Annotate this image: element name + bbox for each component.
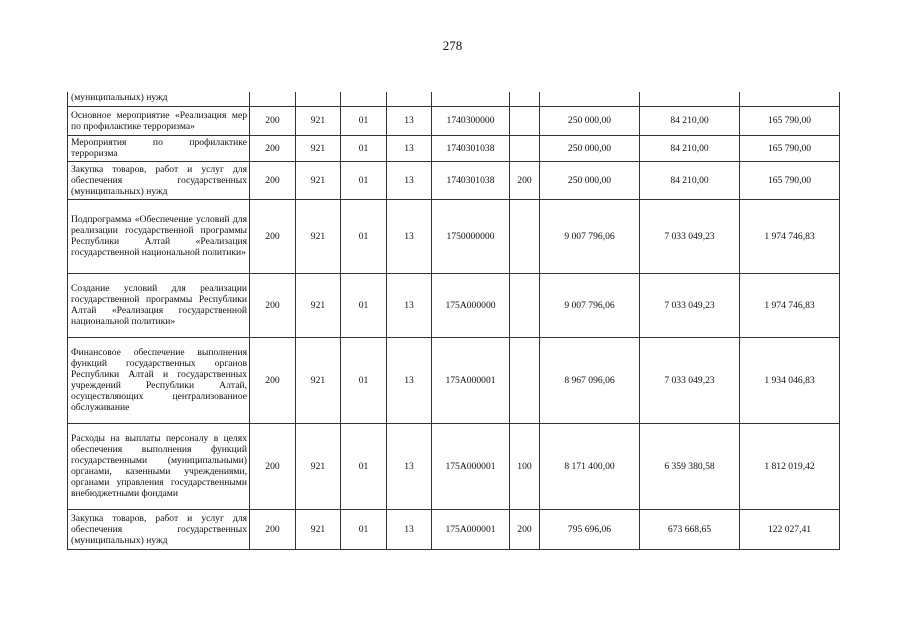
- cell-code-ministry: 921: [296, 161, 341, 199]
- cell-code-admin: 200: [250, 106, 296, 135]
- cell-code-section: 01: [341, 106, 387, 135]
- cell-amount-plan: 9 007 796,06: [540, 273, 640, 337]
- cell-code-target-article: 1740300000: [432, 106, 510, 135]
- cell-code-section: 01: [341, 423, 387, 509]
- cell-code-subsection: 13: [387, 135, 432, 161]
- table-row: [68, 423, 840, 509]
- row-description: Создание условий для реализации государственной программы Республики Алтай «Реализация государственной национальной политики»: [68, 273, 250, 337]
- cell-code-target-article: 175А000001: [432, 509, 510, 549]
- cell-code-subsection: [387, 92, 432, 106]
- cell-code-ministry: 921: [296, 199, 341, 273]
- cell-code-section: 01: [341, 135, 387, 161]
- cell-code-subsection: 13: [387, 423, 432, 509]
- cell-amount-remainder: 1 974 746,83: [740, 273, 840, 337]
- cell-amount-executed: [640, 92, 740, 106]
- row-description: Мероприятия по профилактике терроризма: [68, 135, 250, 161]
- cell-code-expense-type: 200: [510, 161, 540, 199]
- cell-code-section: 01: [341, 509, 387, 549]
- cell-code-subsection: 13: [387, 273, 432, 337]
- cell-code-admin: 200: [250, 337, 296, 423]
- cell-code-section: 01: [341, 199, 387, 273]
- cell-amount-remainder: 165 790,00: [740, 135, 840, 161]
- cell-code-subsection: 13: [387, 161, 432, 199]
- cell-code-expense-type: [510, 199, 540, 273]
- cell-code-expense-type: [510, 135, 540, 161]
- row-description: Закупка товаров, работ и услуг для обеспечения государственных (муниципальных) нужд: [68, 509, 250, 549]
- table-row: [68, 509, 840, 549]
- table-row: [68, 106, 840, 135]
- cell-amount-remainder: 165 790,00: [740, 161, 840, 199]
- cell-code-section: [341, 92, 387, 106]
- budget-table: [67, 92, 840, 550]
- row-description: (муниципальных) нужд: [68, 92, 250, 106]
- cell-code-ministry: 921: [296, 509, 341, 549]
- cell-code-subsection: 13: [387, 337, 432, 423]
- table-row: [68, 273, 840, 337]
- cell-code-target-article: 175А000001: [432, 423, 510, 509]
- cell-amount-remainder: 1 934 046,83: [740, 337, 840, 423]
- cell-amount-plan: 250 000,00: [540, 135, 640, 161]
- cell-amount-plan: 9 007 796,06: [540, 199, 640, 273]
- cell-amount-executed: 7 033 049,23: [640, 199, 740, 273]
- cell-code-expense-type: [510, 106, 540, 135]
- cell-code-admin: 200: [250, 161, 296, 199]
- cell-code-expense-type: 200: [510, 509, 540, 549]
- cell-amount-plan: [540, 92, 640, 106]
- cell-code-ministry: 921: [296, 337, 341, 423]
- table-row: [68, 199, 840, 273]
- cell-code-admin: 200: [250, 273, 296, 337]
- table-row: [68, 161, 840, 199]
- cell-code-admin: [250, 92, 296, 106]
- cell-code-admin: 200: [250, 423, 296, 509]
- cell-code-expense-type: 100: [510, 423, 540, 509]
- cell-amount-plan: 8 967 096,06: [540, 337, 640, 423]
- cell-amount-remainder: 1 974 746,83: [740, 199, 840, 273]
- page-number: 278: [442, 38, 463, 53]
- cell-code-target-article: [432, 92, 510, 106]
- cell-amount-plan: 795 696,06: [540, 509, 640, 549]
- cell-code-admin: 200: [250, 135, 296, 161]
- cell-code-section: 01: [341, 273, 387, 337]
- cell-code-subsection: 13: [387, 199, 432, 273]
- cell-code-target-article: 1750000000: [432, 199, 510, 273]
- cell-amount-executed: 84 210,00: [640, 106, 740, 135]
- row-description: Основное мероприятие «Реализация мер по профилактике терроризма»: [68, 106, 250, 135]
- cell-code-ministry: 921: [296, 106, 341, 135]
- cell-code-expense-type: [510, 337, 540, 423]
- cell-amount-remainder: 165 790,00: [740, 106, 840, 135]
- cell-code-target-article: 1740301038: [432, 135, 510, 161]
- cell-amount-plan: 250 000,00: [540, 106, 640, 135]
- cell-amount-plan: 250 000,00: [540, 161, 640, 199]
- row-description: Расходы на выплаты персоналу в целях обеспечения выполнения функций государственными (муниципальными) органами, казенными учреждениями, органами управления государственными внебюджетными фондами: [68, 423, 250, 509]
- cell-code-target-article: 175А000000: [432, 273, 510, 337]
- row-description: Закупка товаров, работ и услуг для обеспечения государственных (муниципальных) нужд: [68, 161, 250, 199]
- cell-code-section: 01: [341, 161, 387, 199]
- cell-code-admin: 200: [250, 509, 296, 549]
- cell-amount-remainder: [740, 92, 840, 106]
- cell-code-ministry: [296, 92, 341, 106]
- row-description: Подпрограмма «Обеспечение условий для реализации государственной программы Республики Алтай «Реализация государственной национальной политики»: [68, 199, 250, 273]
- cell-amount-executed: 7 033 049,23: [640, 273, 740, 337]
- row-description: Финансовое обеспечение выполнения функций государственных органов Республики Алтай и государственных учреждений Республики Алтай, осуществляющих централизованное обслуживание: [68, 337, 250, 423]
- cell-code-ministry: 921: [296, 423, 341, 509]
- cell-amount-plan: 8 171 400,00: [540, 423, 640, 509]
- cell-code-subsection: 13: [387, 509, 432, 549]
- cell-amount-executed: 84 210,00: [640, 135, 740, 161]
- table-row: [68, 337, 840, 423]
- cell-code-subsection: 13: [387, 106, 432, 135]
- cell-amount-executed: 6 359 380,58: [640, 423, 740, 509]
- cell-amount-executed: 7 033 049,23: [640, 337, 740, 423]
- cell-code-target-article: 175А000001: [432, 337, 510, 423]
- cell-amount-executed: 673 668,65: [640, 509, 740, 549]
- cell-amount-remainder: 1 812 019,42: [740, 423, 840, 509]
- cell-code-section: 01: [341, 337, 387, 423]
- cell-code-ministry: 921: [296, 135, 341, 161]
- table-row: [68, 92, 840, 106]
- cell-code-admin: 200: [250, 199, 296, 273]
- cell-code-expense-type: [510, 92, 540, 106]
- cell-amount-executed: 84 210,00: [640, 161, 740, 199]
- cell-code-target-article: 1740301038: [432, 161, 510, 199]
- table-row: [68, 135, 840, 161]
- cell-amount-remainder: 122 027,41: [740, 509, 840, 549]
- cell-code-expense-type: [510, 273, 540, 337]
- cell-code-ministry: 921: [296, 273, 341, 337]
